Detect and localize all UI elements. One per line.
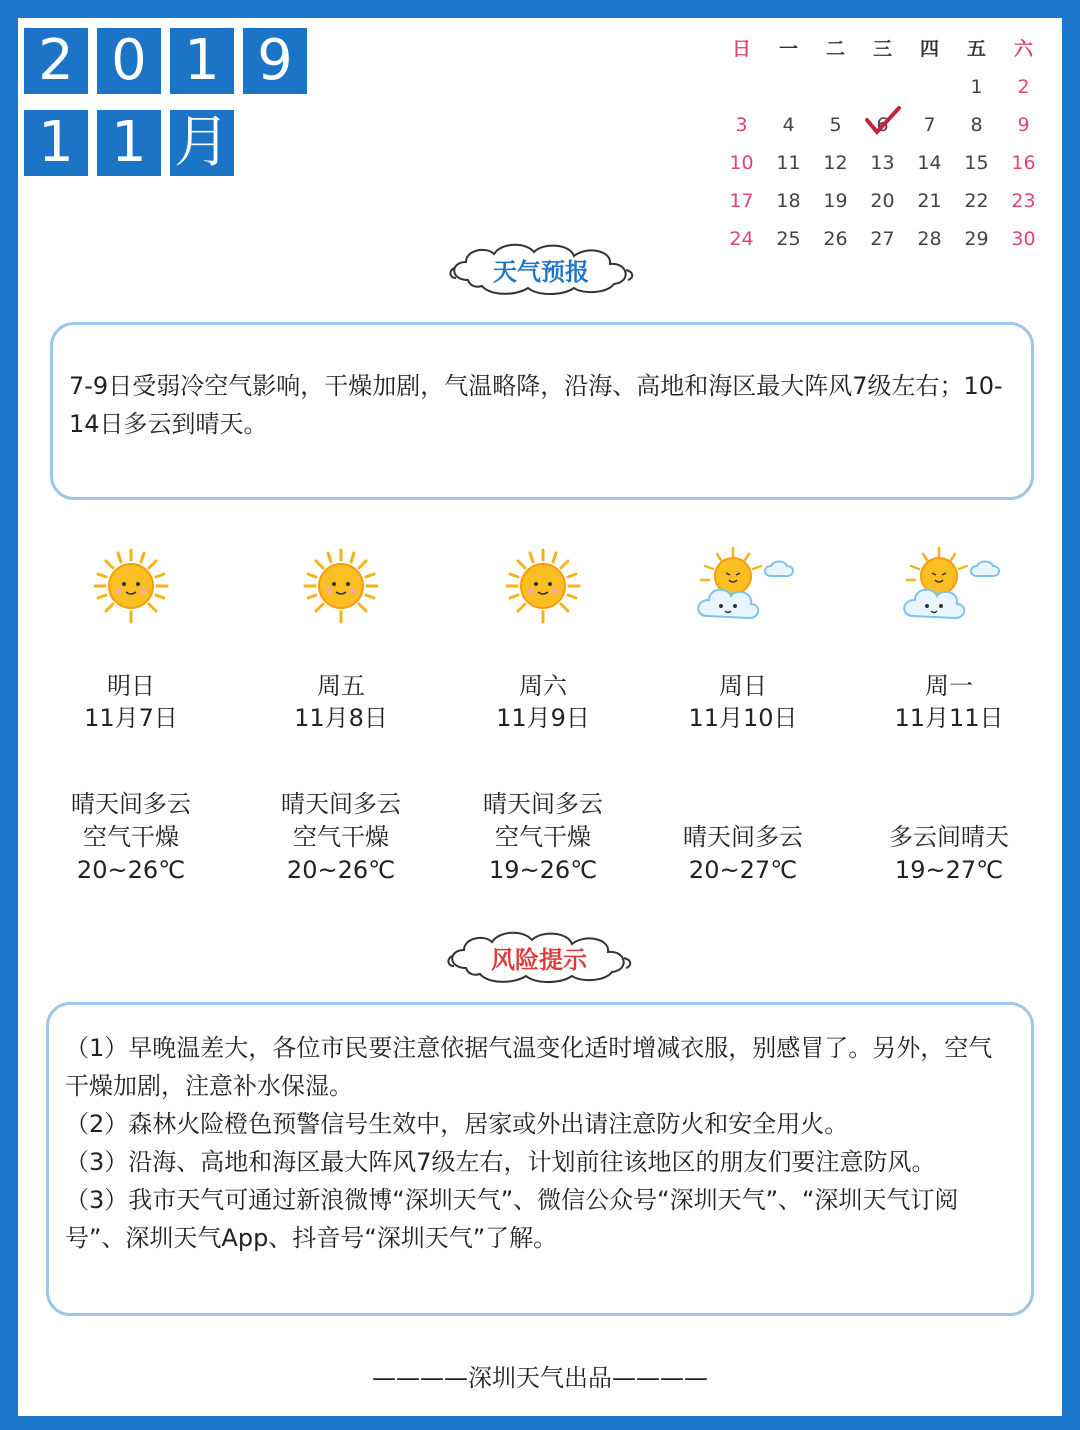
forecast-description-line: 空气干燥 [83,823,179,851]
calendar-day: 28 [917,228,942,250]
footer-credit: ————深圳天气出品———— [372,1364,708,1392]
calendar-day: 15 [964,152,989,174]
forecast-day-name: 周五 [317,672,365,700]
weekday-label: 三 [872,38,892,60]
calendar-day: 23 [1011,190,1036,212]
weekday-label: 四 [919,38,939,60]
forecast-date: 11月9日 [496,704,590,732]
calendar-weekday-row [718,34,1047,72]
forecast-day-name: 明日 [107,672,155,700]
calendar-day: 11 [776,152,801,174]
forecast-description [256,788,426,887]
weekday-label: 六 [1013,38,1033,60]
calendar-day: 27 [870,228,895,250]
summary-text: 7-9日受弱冷空气影响，干燥加剧，气温略降，沿海、高地和海区最大阵风7级左右；10-14日多云到晴天。 [69,372,1003,438]
calendar-weeks [718,72,1047,262]
forecast-description-line: 晴天间多云 [683,823,803,851]
month-tile: 1 [97,110,161,176]
calendar-day [765,72,812,110]
calendar-day: 1 [970,76,983,98]
forecast-date: 11月7日 [84,704,178,732]
calendar-day: 26 [823,228,848,250]
sun-icon [281,546,401,626]
forecast-day [864,546,1034,884]
forecast-description-line: 空气干燥 [495,823,591,851]
weekday-label: 日 [731,38,751,60]
sun-icon [71,546,191,626]
calendar-day: 14 [917,152,942,174]
calendar-day: 16 [1011,152,1036,174]
forecast-description-line: 多云间晴天 [889,823,1009,851]
forecast-description-line: 20~26℃ [76,856,186,884]
calendar-day: 7 [923,114,936,136]
month-calendar [718,34,1047,262]
forecast-day [658,546,828,884]
month-tile: 月 [170,110,234,176]
forecast-description-line: 晴天间多云 [71,790,191,818]
risk-banner [444,928,634,984]
calendar-day: 19 [823,190,848,212]
calendar-day: 2 [1017,76,1030,98]
calendar-day: 22 [964,190,989,212]
year-digit: 0 [97,28,161,94]
weekday-label: 五 [966,38,986,60]
risk-item: （3）沿海、高地和海区最大阵风7级左右，计划前往该地区的朋友们要注意防风。 [65,1148,936,1176]
forecast-description-line: 晴天间多云 [483,790,603,818]
forecast-description [864,821,1034,887]
calendar-day: 18 [776,190,801,212]
calendar-day: 21 [917,190,942,212]
calendar-day: 12 [823,152,848,174]
forecast-day [46,546,216,884]
risk-box [46,1002,1034,1316]
calendar-day [812,72,859,110]
forecast-description [658,821,828,887]
risk-item: （3）我市天气可通过新浪微博“深圳天气”、微信公众号“深圳天气”、“深圳天气订阅号”、深圳天气App、抖音号“深圳天气”了解。 [65,1186,959,1252]
forecast-banner-title: 天气预报 [493,258,589,286]
year-digit: 2 [24,28,88,94]
calendar-day: 3 [735,114,748,136]
forecast-date: 11月8日 [294,704,388,732]
forecast-description-line: 空气干燥 [293,823,389,851]
risk-item: （2）森林火险橙色预警信号生效中，居家或外出请注意防火和安全用火。 [65,1110,849,1138]
calendar-day: 20 [870,190,895,212]
calendar-week-row [718,110,1047,148]
calendar-week-row [718,224,1047,262]
calendar-week-row [718,148,1047,186]
calendar-day-number: 6 [876,114,889,136]
month-tile: 1 [24,110,88,176]
weekday-label: 二 [825,38,845,60]
calendar-day: 4 [782,114,795,136]
calendar-day: 9 [1017,114,1030,136]
weekday-label: 一 [778,38,798,60]
forecast-date: 11月11日 [894,704,1004,732]
month-tiles [24,110,234,176]
forecast-day-name: 周六 [519,672,567,700]
risk-item: （1）早晚温差大，各位市民要注意依据气温变化适时增减衣服，别感冒了。另外，空气干燥加剧，注意补水保湿。 [65,1034,993,1100]
forecast-description-line: 19~27℃ [894,856,1004,884]
forecast-day [458,546,628,884]
forecast-day-name: 周一 [925,672,973,700]
sun-cloud-icon [889,546,1009,626]
year-digit: 9 [243,28,307,94]
forecast-day [256,546,426,884]
calendar-day: 30 [1011,228,1036,250]
year-tiles [24,28,307,94]
forecast-date: 11月10日 [688,704,798,732]
poster [18,18,1062,1416]
summary-box [50,322,1034,500]
calendar-day: 8 [970,114,983,136]
forecast-description-line: 20~26℃ [286,856,396,884]
year-digit: 1 [170,28,234,94]
calendar-day [906,72,953,110]
forecast-description-line: 20~27℃ [688,856,798,884]
calendar-day: 17 [729,190,754,212]
sun-cloud-icon [683,546,803,626]
calendar-week-row [718,186,1047,224]
risk-banner-title: 风险提示 [491,946,587,974]
calendar-day: 24 [729,228,754,250]
sun-icon [483,546,603,626]
calendar-day [859,110,906,148]
forecast-description [458,788,628,887]
calendar-day: 13 [870,152,895,174]
forecast-description [46,788,216,887]
forecast-day-name: 周日 [719,672,767,700]
forecast-description-line: 晴天间多云 [281,790,401,818]
calendar-day: 5 [829,114,842,136]
calendar-day: 10 [729,152,754,174]
calendar-day: 29 [964,228,989,250]
calendar-day [718,72,765,110]
checkmark-icon [863,104,903,138]
calendar-day: 25 [776,228,801,250]
forecast-banner [446,240,636,296]
forecast-description-line: 19~26℃ [488,856,598,884]
